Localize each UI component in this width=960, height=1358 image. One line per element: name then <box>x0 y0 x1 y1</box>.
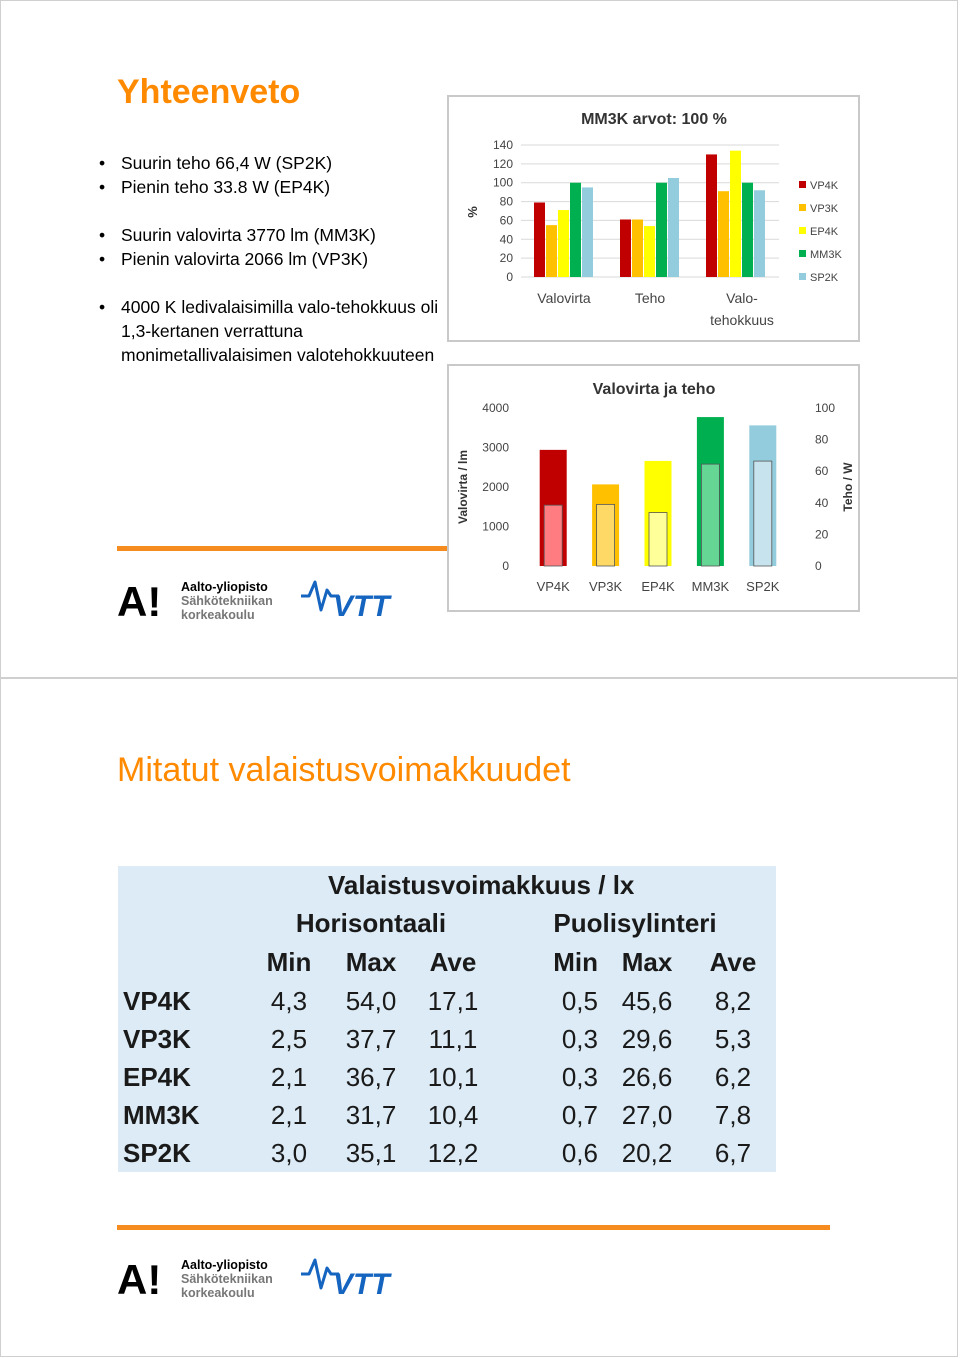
table-cell: 10,1 <box>427 1061 479 1092</box>
bar-mm3k <box>742 183 753 277</box>
bar-ep4k <box>730 151 741 277</box>
group-header-semicylindrical: Puolisylinteri <box>553 907 717 938</box>
table-cell: 6,7 <box>714 1137 752 1168</box>
legend-label-ep4k: EP4K <box>810 226 839 238</box>
slide-summary <box>0 0 958 678</box>
y2-tick-label: 60 <box>815 464 829 479</box>
sub-header: Max <box>621 946 673 977</box>
y-tick-label: 120 <box>492 156 513 171</box>
table-cell: 0,5 <box>561 985 598 1016</box>
aalto-logo-text <box>181 580 273 622</box>
table-row <box>118 982 776 1020</box>
table-cell: 0,6 <box>561 1137 598 1168</box>
bar-mm3k <box>656 183 667 277</box>
y-tick-label: 140 <box>492 138 513 152</box>
bar-sp2k <box>668 178 679 277</box>
bar-vp4k <box>534 203 545 277</box>
table-row <box>118 1134 776 1172</box>
group-header-horizontal: Horisontaali <box>295 907 447 938</box>
table-cell: 27,0 <box>621 1099 673 1130</box>
table-cell: 5,3 <box>714 1023 752 1054</box>
summary-bullet-list <box>99 151 444 367</box>
footer-logos <box>117 576 417 626</box>
bar-power-vp4k <box>544 505 562 566</box>
table-cell: 2,1 <box>270 1061 308 1092</box>
table-row <box>118 1096 776 1134</box>
y-axis-label: % <box>465 206 480 218</box>
bar-power-sp2k <box>754 461 772 566</box>
y2-tick-label: 20 <box>815 527 829 542</box>
bar-power-mm3k <box>701 464 719 566</box>
table-cell: 0,3 <box>561 1061 598 1092</box>
vtt-logo-text: VTT <box>333 590 390 622</box>
bullet-max-power: • Suurin teho 66,4 W (SP2K) <box>99 151 444 175</box>
legend-swatch-ep4k <box>799 227 806 234</box>
table-cell: 10,4 <box>427 1099 479 1130</box>
table-cell: 54,0 <box>345 985 397 1016</box>
sub-header: Min <box>266 946 312 977</box>
sub-header: Ave <box>709 946 757 977</box>
chart-mm3k-relative <box>447 95 860 342</box>
table-cell: 29,6 <box>621 1023 673 1054</box>
footer-divider <box>117 1225 830 1230</box>
table-cell: 0,7 <box>561 1099 598 1130</box>
slide-title: Yhteenveto <box>117 73 301 111</box>
aalto-logo-line1: Aalto-yliopisto <box>181 1258 268 1272</box>
bar-vp3k <box>546 225 557 277</box>
table-cell: 12,2 <box>427 1137 479 1168</box>
y2-tick-label: 80 <box>815 432 829 447</box>
legend-swatch-sp2k <box>799 273 806 280</box>
table-cell: 8,2 <box>714 985 752 1016</box>
bar-mm3k <box>570 183 581 277</box>
table-cell: 7,8 <box>714 1099 752 1130</box>
aalto-logo-line2: Sähkötekniikan <box>181 594 273 608</box>
sub-header: Ave <box>429 946 477 977</box>
x-tick-label: Valo- <box>726 290 758 306</box>
legend-swatch-vp3k <box>799 204 806 211</box>
table-row <box>118 1058 776 1096</box>
y-tick-label: 1000 <box>482 519 509 534</box>
bar-ep4k <box>558 210 569 277</box>
x-tick-label: VP3K <box>588 579 623 594</box>
y-tick-label: 100 <box>492 175 513 190</box>
x-tick-label: VP4K <box>536 579 570 594</box>
x-tick-label: Valovirta <box>537 290 591 306</box>
bar-sp2k <box>582 187 593 277</box>
chart-flux-and-power-svg <box>449 366 858 610</box>
aalto-logo-mark: A! <box>117 578 162 625</box>
table-cell: 26,6 <box>621 1061 673 1092</box>
legend-swatch-vp4k <box>799 181 806 188</box>
chart-mm3k-relative-svg <box>449 97 858 340</box>
aalto-logo-line2: Sähkötekniikan <box>181 1272 273 1286</box>
table-sub-header-row <box>118 942 776 982</box>
bar-ep4k <box>644 226 655 277</box>
x-tick-label: Teho <box>634 290 666 306</box>
vtt-logo <box>299 576 411 622</box>
row-label: MM3K <box>123 1099 200 1130</box>
table-cell: 6,2 <box>714 1061 752 1092</box>
table-cell: 2,1 <box>270 1099 308 1130</box>
bullet-efficacy: • 4000 K ledivalaisimilla valo-tehokkuus oli 1,3-kertanen verrattuna monimetallivalaisimen valotehokkuuteen <box>99 295 444 367</box>
table-row <box>118 1020 776 1058</box>
legend-label-mm3k: MM3K <box>810 249 842 261</box>
y-tick-label: 20 <box>499 251 513 266</box>
chart-flux-and-power <box>447 364 860 612</box>
y-tick-label: 40 <box>499 232 513 247</box>
table-cell: 2,5 <box>270 1023 308 1054</box>
y-tick-label: 3000 <box>482 440 509 455</box>
x-tick-label: EP4K <box>641 579 675 594</box>
bullet-max-flux: • Suurin valovirta 3770 lm (MM3K) <box>99 223 444 247</box>
bar-power-ep4k <box>649 513 667 566</box>
table-cell: 3,0 <box>270 1137 308 1168</box>
aalto-logo-line3: korkeakoulu <box>181 608 255 622</box>
row-label: VP3K <box>123 1023 191 1054</box>
x-tick-label: MM3K <box>691 579 730 594</box>
table-cell: 4,3 <box>270 985 308 1016</box>
y2-tick-label: 100 <box>815 401 836 415</box>
table-group-header-row <box>118 904 776 942</box>
row-label: EP4K <box>123 1061 191 1092</box>
table-caption-row <box>118 866 776 904</box>
table-cell: 35,1 <box>345 1137 397 1168</box>
aalto-logo-line1: Aalto-yliopisto <box>181 580 268 594</box>
legend-swatch-mm3k <box>799 250 806 257</box>
sub-header: Max <box>345 946 397 977</box>
bar-vp3k <box>718 191 729 277</box>
footer-divider <box>117 546 447 551</box>
bar-vp3k <box>632 219 643 277</box>
y2-tick-label: 40 <box>815 495 829 510</box>
table-cell: 36,7 <box>345 1061 397 1092</box>
legend-label-vp3k: VP3K <box>810 203 839 215</box>
slide-title: Mitatut valaistusvoimakkuudet <box>117 751 571 789</box>
bar-power-vp3k <box>597 504 615 566</box>
footer-logos <box>117 1254 417 1304</box>
table-cell: 17,1 <box>427 985 479 1016</box>
row-label: VP4K <box>123 985 191 1016</box>
sub-header: Min <box>553 946 598 977</box>
legend-label-vp4k: VP4K <box>810 180 839 192</box>
bullet-min-flux: • Pienin valovirta 2066 lm (VP3K) <box>99 247 444 271</box>
bar-sp2k <box>754 190 765 277</box>
y-tick-label: 2000 <box>482 480 509 494</box>
y-tick-label: 80 <box>499 194 513 209</box>
legend-label-sp2k: SP2K <box>810 272 839 284</box>
illuminance-table-panel <box>118 866 776 1172</box>
bullet-min-power: • Pienin teho 33.8 W (EP4K) <box>99 175 444 199</box>
row-label: SP2K <box>123 1137 191 1168</box>
table-cell: 0,3 <box>561 1023 598 1054</box>
aalto-logo-line3: korkeakoulu <box>181 1286 255 1300</box>
illuminance-table <box>118 866 776 1172</box>
y-tick-label: 0 <box>502 559 509 573</box>
aalto-logo-text <box>181 1258 273 1300</box>
table-cell: 11,1 <box>428 1023 478 1054</box>
y-tick-label: 60 <box>499 213 513 228</box>
table-cell: 20,2 <box>621 1137 673 1168</box>
vtt-logo <box>299 1254 411 1300</box>
vtt-logo-text: VTT <box>333 1268 390 1300</box>
bar-vp4k <box>620 219 631 277</box>
x-tick-label: tehokkuus <box>710 312 774 328</box>
bar-vp4k <box>706 154 717 277</box>
chart-title: Valovirta ja teho <box>592 381 716 398</box>
aalto-logo-mark: A! <box>117 1256 162 1303</box>
table-cell: 31,7 <box>345 1099 397 1130</box>
y2-axis-label: Teho / W <box>841 462 855 512</box>
table-cell: 37,7 <box>345 1023 397 1054</box>
chart-title: MM3K arvot: 100 % <box>581 111 727 128</box>
table-caption: Valaistusvoimakkuus / lx <box>328 869 635 900</box>
y-tick-label: 4000 <box>482 401 509 415</box>
y-tick-label: 0 <box>506 270 513 284</box>
slide-measured-illuminance <box>0 678 958 1357</box>
y2-tick-label: 0 <box>815 559 822 573</box>
y-axis-label: Valovirta / lm <box>456 449 470 525</box>
x-tick-label: SP2K <box>746 579 780 594</box>
table-cell: 45,6 <box>621 985 673 1016</box>
